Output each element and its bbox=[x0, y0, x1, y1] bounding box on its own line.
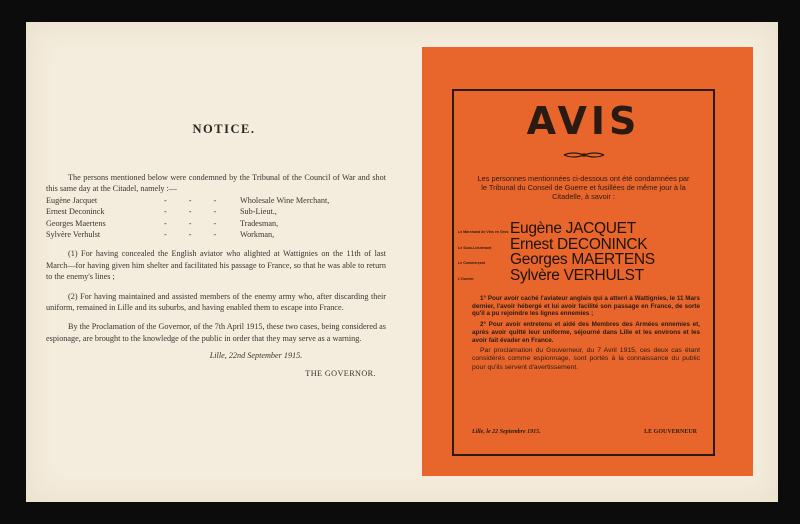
notice-reason-2: (2) For having maintained and assisted members of the enemy army who, after discarding their uniform, remained in Lille and its suburbs, and having enabled them to escape into France. bbox=[46, 291, 386, 312]
poster-person-row bbox=[458, 221, 713, 237]
dashes: - - - bbox=[164, 195, 227, 205]
poster-footer bbox=[472, 429, 697, 435]
person-role: Le Commerçant bbox=[458, 261, 486, 265]
notice-person-row bbox=[46, 195, 386, 206]
person-occupation: Wholesale Wine Merchant, bbox=[240, 195, 330, 205]
person-name: Georges MAERTENS bbox=[510, 251, 655, 268]
person-occupation: Tradesman, bbox=[240, 218, 279, 228]
notice-person-row bbox=[46, 229, 386, 240]
dashes: - - - bbox=[164, 207, 227, 217]
poster-title: AVIS bbox=[526, 99, 641, 143]
poster-person-row bbox=[458, 252, 713, 268]
person-name: Eugène Jacquet bbox=[46, 195, 98, 205]
notice-person-row bbox=[46, 206, 386, 217]
person-role: L'Ouvrier bbox=[458, 276, 474, 281]
poster-reason-1: 1° Pour avoir caché l'aviateur anglais qui a atterri à Wattignies, le 11 Mars dernier, l'avoir hébergé et lui avoir facilité son passage en France, de sorte qu'il a pu rejoindre les lignes ennemies ; bbox=[472, 295, 700, 318]
poster-border bbox=[452, 89, 715, 456]
avis-poster bbox=[422, 47, 753, 476]
notice-intro: The persons mentioned below were condemned by the Tribunal of the Council of War and shot this same day at the Citadel, namely :— bbox=[46, 173, 386, 194]
ornament-divider-icon bbox=[562, 151, 606, 159]
person-name: Georges Maertens bbox=[46, 218, 106, 228]
notice-person-row bbox=[46, 218, 386, 229]
poster-date: Lille, le 22 Septembre 1915. bbox=[472, 429, 541, 435]
dashes: - - - bbox=[164, 218, 227, 228]
person-name: Sylvère VERHULST bbox=[510, 266, 644, 284]
dashes: - - - bbox=[164, 229, 227, 239]
notice-title: NOTICE. bbox=[192, 122, 256, 136]
person-name: Eugène JACQUET bbox=[510, 220, 636, 237]
poster-intro: Les personnes mentionnées ci-dessous ont été condamnées par le Tribunal du Conseil de Guerre et fusillées de même jour à la Citadelle, à savoir : bbox=[477, 174, 690, 202]
poster-signature: LE GOUVERNEUR bbox=[644, 429, 697, 435]
poster-body bbox=[472, 295, 700, 375]
poster-proclamation: Par proclamation du Gouverneur, du 7 Avril 1915, ces deux cas étant considérés comme espionnage, sont portés à la connaissance du public pour qu'ils servent d'avertissement. bbox=[472, 347, 700, 371]
person-occupation: Sub-Lieut., bbox=[240, 207, 277, 217]
notice-signature: THE GOVERNOR. bbox=[305, 368, 376, 378]
person-name: Sylvère Verhulst bbox=[46, 229, 101, 239]
notice-body bbox=[46, 172, 386, 379]
notice-reason-1: (1) For having concealed the English aviator who alighted at Wattignies on the 11th of last March—for having given him shelter and facilitated his passage to France, so that he was able to return to the enemy's lines ; bbox=[46, 249, 386, 282]
person-occupation: Workman, bbox=[240, 229, 275, 239]
person-name: Ernest Deconinck bbox=[46, 207, 105, 217]
person-role: Le Marchand de Vins en Gros bbox=[458, 230, 509, 234]
notice-proclamation: By the Proclamation of the Governor, of the 7th April 1915, these two cases, being considered as espionage, are brought to the knowledge of the public in order that they may serve as a warning. bbox=[46, 322, 386, 343]
poster-people-list bbox=[458, 221, 713, 283]
person-name: Ernest DECONINCK bbox=[510, 235, 648, 253]
postcard bbox=[26, 22, 778, 502]
poster-reason-2: 2° Pour avoir entretenu et aidé des Membres des Armées ennemies et, après avoir quitté leur uniforme, séjourné dans Lille et les environs et les avoir fait évader en France. bbox=[472, 321, 700, 344]
notice-date: Lille, 22nd September 1915. bbox=[209, 351, 303, 361]
poster-person-row bbox=[458, 268, 713, 284]
person-role: Le Sous-Lieutenant bbox=[458, 245, 492, 250]
notice-people-list bbox=[46, 195, 386, 241]
poster-person-row bbox=[458, 237, 713, 253]
